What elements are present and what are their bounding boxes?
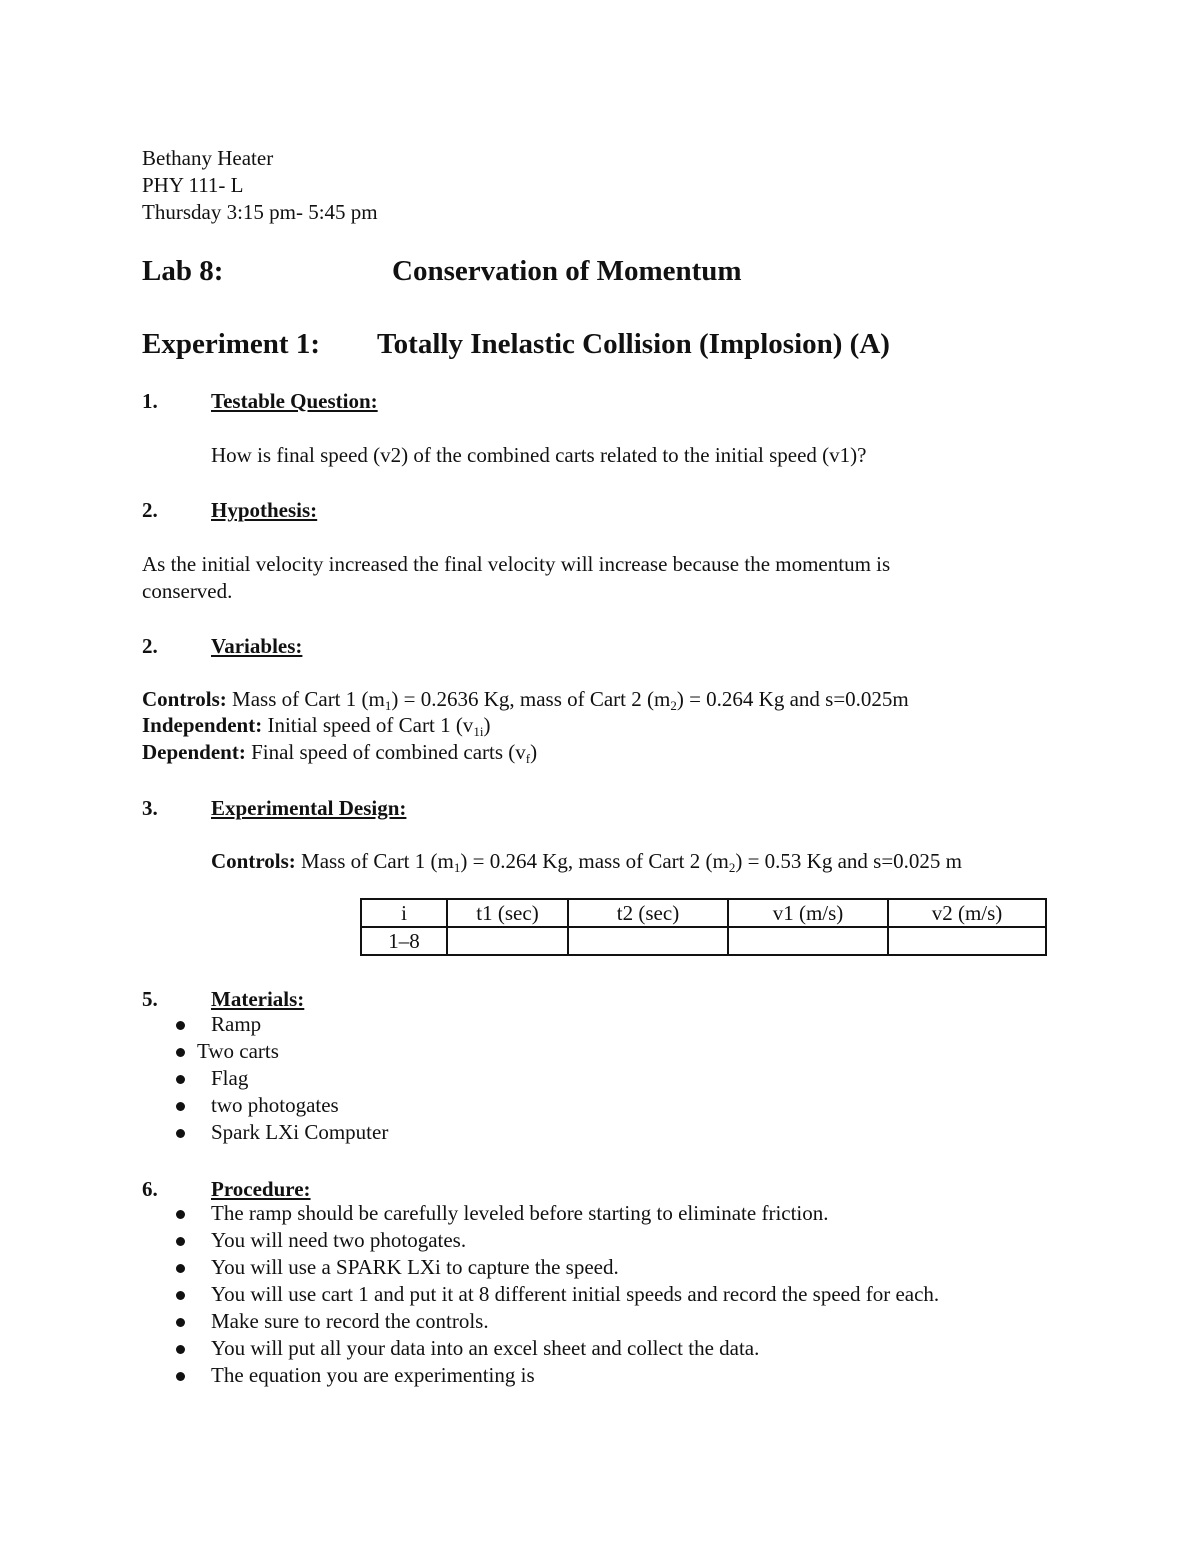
hypothesis-line-1: As the initial velocity increased the final velocity will increase because the momentum is <box>142 552 891 576</box>
list-item-text: Ramp <box>211 1012 262 1036</box>
lab-title: Conservation of Momentum <box>392 255 742 287</box>
section-title-design: Experimental Design: <box>211 796 407 820</box>
section-number: 6. <box>142 1177 158 1201</box>
section-number: 1. <box>142 389 158 413</box>
controls-text: ) = 0.264 Kg and s=0.025m <box>676 687 909 711</box>
controls-text: ) = 0.2636 Kg, mass of Cart 2 (m <box>391 687 671 711</box>
controls-text: ) = 0.53 Kg and s=0.025 m <box>735 849 963 873</box>
bullet-icon <box>176 1237 185 1246</box>
question-text: How is final speed (v2) of the combined carts related to the initial speed (v1)? <box>211 443 867 467</box>
variables-independent-line <box>142 713 491 739</box>
subscript: 2 <box>670 698 677 713</box>
table-cell <box>728 927 888 955</box>
subscript: f <box>525 751 531 766</box>
table-header-cell: t1 (sec) <box>447 899 568 927</box>
experiment-label: Experiment 1: <box>142 328 320 360</box>
author-name: Bethany Heater <box>142 146 274 170</box>
table-header-cell: t2 (sec) <box>568 899 728 927</box>
section-number: 3. <box>142 796 158 820</box>
controls-label: Controls: <box>142 687 227 711</box>
table-row <box>361 927 1046 955</box>
table-header-cell: v2 (m/s) <box>888 899 1046 927</box>
experiment-title: Totally Inelastic Collision (Implosion) (A) <box>377 328 890 360</box>
list-item-text: You will need two photogates. <box>211 1228 467 1252</box>
bullet-icon <box>176 1210 185 1219</box>
bullet-icon <box>176 1102 185 1111</box>
subscript: 1 <box>384 698 392 713</box>
controls-text: ) = 0.264 Kg, mass of Cart 2 (m <box>460 849 729 873</box>
subscript: 1i <box>473 724 484 739</box>
bullet-icon <box>176 1372 185 1381</box>
list-item-text: You will put all your data into an excel sheet and collect the data. <box>211 1336 760 1360</box>
list-item-text: You will use a SPARK LXi to capture the speed. <box>211 1255 619 1279</box>
data-table <box>360 898 1047 956</box>
independent-text: Initial speed of Cart 1 (v <box>267 713 474 737</box>
list-item-text: Make sure to record the controls. <box>211 1309 489 1333</box>
independent-text: ) <box>483 713 491 737</box>
section-number: 2. <box>142 634 158 658</box>
section-title-procedure: Procedure: <box>211 1177 311 1201</box>
section-title-materials: Materials: <box>211 987 305 1011</box>
bullet-icon <box>176 1129 185 1138</box>
bullet-icon <box>176 1291 185 1300</box>
class-schedule: Thursday 3:15 pm- 5:45 pm <box>142 200 378 224</box>
list-item-text: The ramp should be carefully leveled before starting to eliminate friction. <box>211 1201 829 1225</box>
dependent-label: Dependent: <box>142 740 246 764</box>
controls-label: Controls: <box>211 849 296 873</box>
dependent-text: ) <box>530 740 538 764</box>
list-item-text: Spark LXi Computer <box>211 1120 389 1144</box>
list-item-text: Two carts <box>197 1039 279 1063</box>
list-item-text: Flag <box>211 1066 249 1090</box>
subscript: 2 <box>728 860 736 875</box>
table-header-cell: v1 (m/s) <box>728 899 888 927</box>
bullet-icon <box>176 1075 185 1084</box>
bullet-icon <box>176 1345 185 1354</box>
table-cell <box>447 927 568 955</box>
design-controls-line <box>211 849 963 875</box>
section-title-hypothesis: Hypothesis: <box>211 498 318 522</box>
table-cell <box>568 927 728 955</box>
table-header-cell: i <box>361 899 447 927</box>
bullet-icon <box>176 1048 185 1057</box>
list-item-text: You will use cart 1 and put it at 8 different initial speeds and record the speed for each. <box>211 1282 940 1306</box>
section-title-question: Testable Question: <box>211 389 378 413</box>
independent-label: Independent: <box>142 713 263 737</box>
variables-dependent-line <box>142 740 538 766</box>
table-header-row <box>361 899 1046 927</box>
dependent-text: Final speed of combined carts (v <box>251 740 526 764</box>
lab-label: Lab 8: <box>142 255 224 287</box>
hypothesis-line-2: conserved. <box>142 579 233 603</box>
list-item-text: two photogates <box>211 1093 339 1117</box>
section-title-variables: Variables: <box>211 634 303 658</box>
table-cell <box>888 927 1046 955</box>
variables-controls-line <box>142 687 909 713</box>
table-cell: 1–8 <box>361 927 447 955</box>
controls-text: Mass of Cart 1 (m <box>301 849 454 873</box>
section-number: 5. <box>142 987 158 1011</box>
bullet-icon <box>176 1318 185 1327</box>
list-item-text: The equation you are experimenting is <box>211 1363 535 1387</box>
bullet-icon <box>176 1264 185 1273</box>
bullet-icon <box>176 1021 185 1030</box>
subscript: 1 <box>453 860 461 875</box>
course-code: PHY 111- L <box>142 173 244 197</box>
section-number: 2. <box>142 498 158 522</box>
controls-text: Mass of Cart 1 (m <box>232 687 385 711</box>
